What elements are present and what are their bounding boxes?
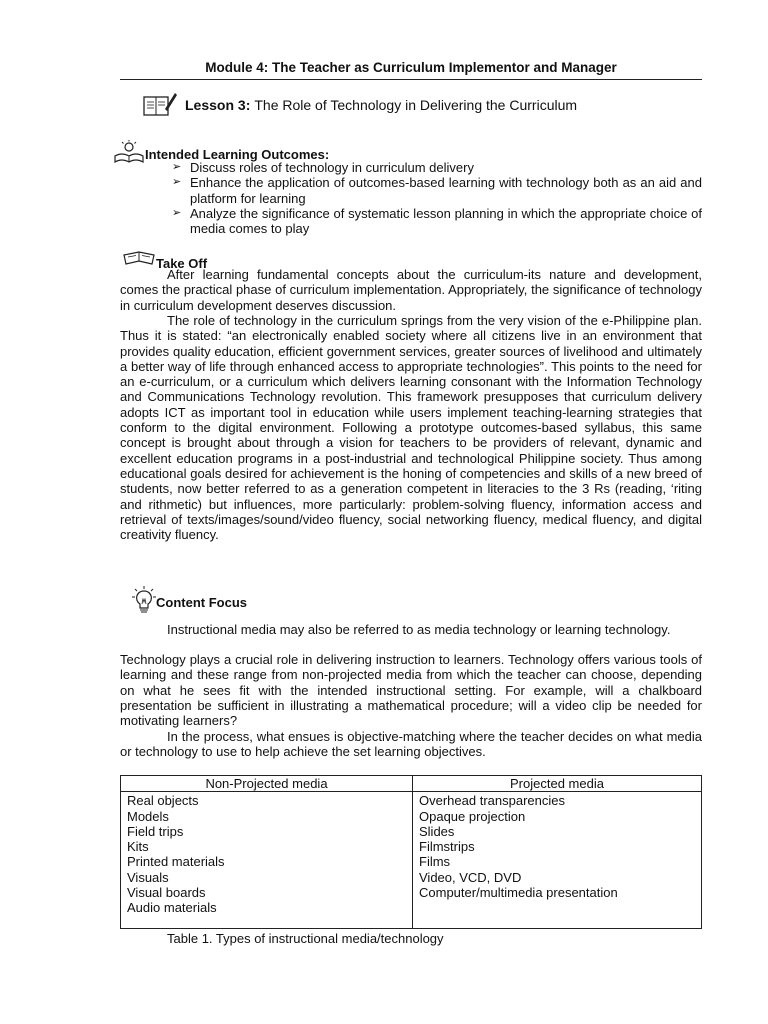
content-focus-heading [132,586,247,619]
list-item: Opaque projection [419,808,526,824]
lightbulb-icon [132,586,156,619]
take-off-heading-label: Take Off [156,256,208,271]
table-row [121,792,702,928]
list-item: Computer/multimedia presentation [419,885,618,901]
list-item: Slides [419,823,455,839]
non-projected-cell [121,792,413,928]
lesson-heading [143,92,577,120]
lesson-label: Lesson 3: [185,97,251,114]
lesson-title: The Role of Technology in Delivering the Curriculum [254,97,578,114]
outcomes-heading-label: Intended Learning Outcomes: [145,147,330,162]
table-header-row [121,776,702,792]
list-item: Visual boards [127,885,206,901]
content-focus-paragraph-3: In the process, what ensues is objective-matching where the teacher decides on what media or technology to use to help achieve the set learning objectives. [120,729,702,760]
reading-person-icon [113,140,145,169]
column-header-non-projected: Non-Projected media [121,776,413,792]
list-item: Filmstrips [419,839,475,855]
list-item: Visuals [127,869,169,885]
outcomes-list [172,160,702,236]
list-item: Films [419,854,451,870]
projected-cell [413,792,702,928]
table-caption: Table 1. Types of instructional media/technology [167,931,444,946]
content-focus-heading-label: Content Focus [156,595,247,610]
content-focus-paragraph-1: Instructional media may also be referred to as media technology or learning technology. [167,622,671,637]
arrow-bullet-icon: ➢ [172,176,182,189]
content-focus-paragraph-2: Technology plays a crucial role in delivering instruction to learners. Technology offers various tools of learning and these range from non-projected media from which the teacher can choose, depending on what he sees fit with the intended instructional setting. For example, will a chalkboard presentation be sufficient in illustrating a mathematical procedure; will a video clip be needed for motivating learners? [120,652,702,729]
list-item: Models [127,808,169,824]
list-item: Audio materials [127,900,217,916]
list-item: Overhead transparencies [419,793,565,809]
take-off-paragraph-1: After learning fundamental concepts about the curriculum-its nature and development, comes the practical phase of curriculum implementation. Appropriately, the significance of technology in curriculum development deserves discussion. [120,267,702,313]
arrow-bullet-icon: ➢ [172,206,182,219]
take-off-paragraph-2: The role of technology in the curriculum springs from the very vision of the e-Philippine plan. Thus it is stated: “an electronically enabled society where all citizens live in an environment that provides quality education, efficient government services, greater sources of livelihood and ultimately a better way of life through enhanced access to appropriate technologies”. This points to the need for an e-curriculum, or a curriculum which delivers learning consonant with the Information Technology and Communications Technology revolution. This framework presupposes that curriculum delivery adopts ICT as important tool in education while users implement teaching-learning strategies that conform to the digital environment. Following a prototype outcomes-based syllabus, this same concept is brought about through a vision for teachers to be providers of relevant, dynamic and excellent education programs in a post-industrial and technological Philippine society. Thus among educational goals desired for achievement is the honing of competencies and skills of a new breed of students, now better referred to as a generation competent in literacies to the 3 Rs (reading, ‘riting and rithmetic) but influences, more particularly: problem-solving fluency, information access and retrieval of texts/images/sound/video fluency, social networking fluency, medical fluency, and digital creativity fluency. [120,313,702,543]
title-divider [120,79,702,80]
column-header-projected: Projected media [413,776,702,792]
list-item: ➢ Enhance the application of outcomes-based learning with technology both as an aid and platform for learning [172,175,702,206]
book-pen-icon [143,91,177,120]
list-item: Video, VCD, DVD [419,869,522,885]
list-item: Kits [127,839,149,855]
module-title: Module 4: The Teacher as Curriculum Implementor and Manager [205,60,617,75]
list-item: Field trips [127,823,184,839]
list-item: Real objects [127,793,199,809]
arrow-bullet-icon: ➢ [172,161,182,173]
media-table [120,775,702,929]
list-item: Printed materials [127,854,225,870]
list-item: ➢ Analyze the significance of systematic lesson planning in which the appropriate choice of media comes to play [172,205,702,237]
list-item: ➢ Discuss roles of technology in curriculum delivery [172,160,474,175]
